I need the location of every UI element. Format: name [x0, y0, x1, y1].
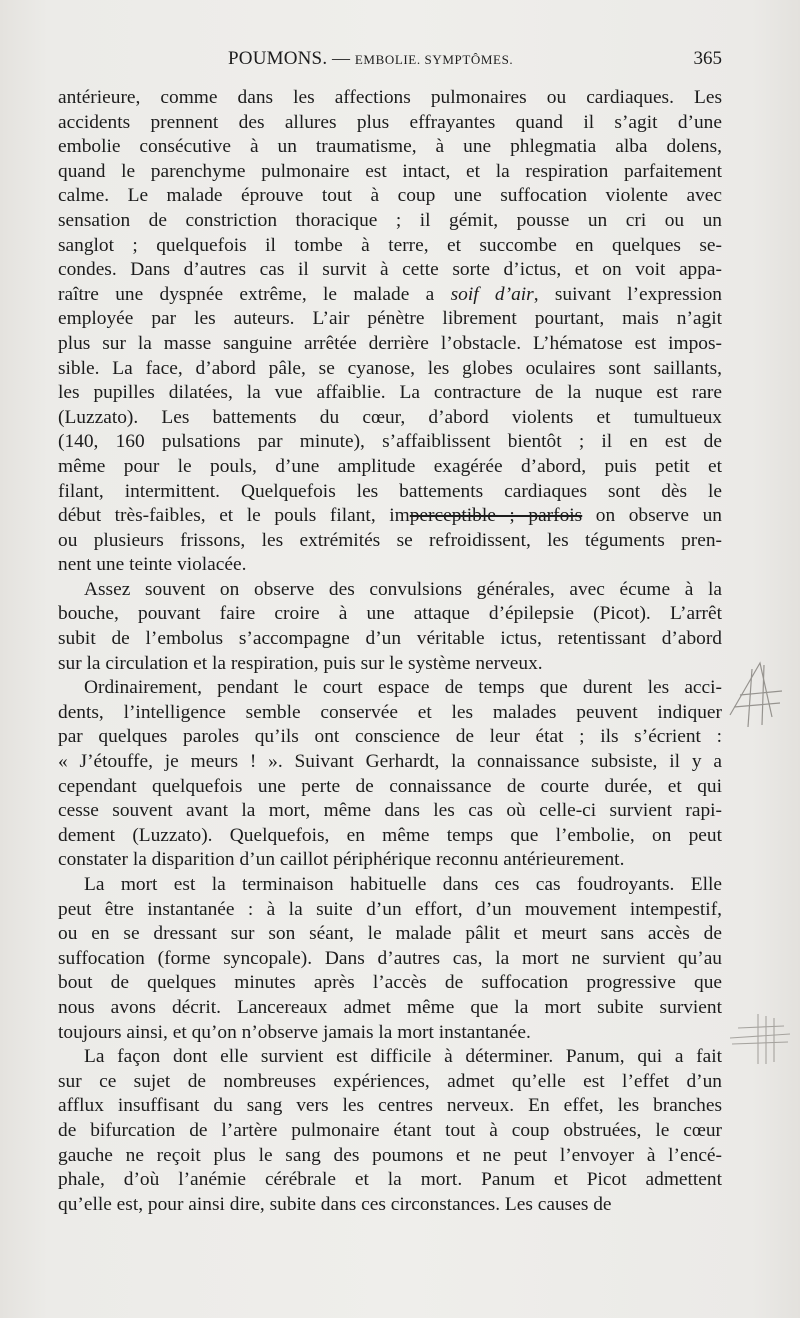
text-line: de bifurcation de l’artère pulmonaire étant tout à coup obstruées, le cœur [58, 1119, 722, 1141]
margin-pencil-mark-bottom [728, 1010, 792, 1070]
text-line: cependant quelquefois une perte de connaissance de courte durée, et qui [58, 775, 722, 797]
text-line: cesse souvent avant la mort, même dans les cas où celle-ci survient rapi- [58, 800, 722, 822]
text-line: nent une teinte violacée. [58, 554, 247, 576]
text-line: employée par les auteurs. L’air pénètre librement pourtant, mais n’agit [58, 308, 722, 330]
text-line: raître une dyspnée extrême, le malade a soif d’air, suivant l’expression [58, 283, 722, 305]
text-line: plus sur la masse sanguine arrêtée derrière l’obstacle. L’hématose est impos- [58, 332, 722, 354]
text-line: Ordinairement, pendant le court espace de temps que durent les acci- [84, 677, 722, 699]
text-line: début très-faibles, et le pouls filant, imperceptible ; parfois on observe un [58, 505, 722, 527]
text-line: La façon dont elle survient est difficile à déterminer. Panum, qui a fait [84, 1046, 722, 1068]
paragraph [58, 578, 722, 676]
text-line: afflux insuffisant du sang vers les centres nerveux. En effet, les branches [58, 1095, 722, 1117]
text-line: (140, 160 pulsations par minute), s’affaiblissent bientôt ; il en est de [58, 431, 722, 453]
body-text [58, 86, 722, 1217]
text-line: dents, l’intelligence semble conservée et les malades peuvent indiquer [58, 701, 722, 723]
running-title [228, 48, 513, 70]
text-line: phale, d’où l’anémie cérébrale et la mort. Panum et Picot admettent [58, 1169, 722, 1191]
text-line: « J’étouffe, je meurs ! ». Suivant Gerhardt, la connaissance subsiste, il y a [58, 751, 722, 773]
text-line: bouche, pouvant faire croire à une attaque d’épilepsie (Picot). L’arrêt [58, 603, 722, 625]
text-line: nous avons décrit. Lancereaux admet même que la mort subite survient [58, 996, 722, 1018]
text-line: Assez souvent on observe des convulsions générales, avec écume à la [84, 578, 722, 600]
text-line: qu’elle est, pour ainsi dire, subite dans ces circonstances. Les causes de [58, 1193, 612, 1215]
paragraph [58, 86, 722, 578]
text-line: sur ce sujet de nombreuses expériences, admet qu’elle est l’effet d’un [58, 1070, 722, 1092]
text-line: subit de l’embolus s’accompagne d’un véritable ictus, retentissant d’abord [58, 628, 722, 650]
subsection-title: EMBOLIE. SYMPTÔMES. [354, 52, 514, 67]
text-line: quand le parenchyme pulmonaire est intact, et la respiration parfaitement [58, 160, 722, 182]
text-line: embolie consécutive à un traumatisme, à une phlegmatia alba dolens, [58, 136, 722, 158]
text-line: gauche ne reçoit plus le sang des poumons et ne peut l’envoyer à l’encé- [58, 1144, 722, 1166]
text-line: (Luzzato). Les battements du cœur, d’abord violents et tumultueux [58, 406, 722, 428]
text-line: ou plusieurs frissons, les extrémités se refroidissent, les téguments pren- [58, 529, 722, 551]
text-line: sur la circulation et la respiration, puis sur le système nerveux. [58, 652, 543, 674]
text-line: calme. Le malade éprouve tout à coup une suffocation violente avec [58, 185, 722, 207]
section-title: POUMONS. [228, 48, 328, 69]
header-dash: — [331, 48, 351, 68]
text-line: sanglot ; quelquefois il tombe à terre, et succombe en quelques se- [58, 234, 722, 256]
text-line: peut être instantanée : à la suite d’un effort, d’un mouvement intempestif, [58, 898, 722, 920]
text-line: condes. Dans d’autres cas il survit à cette sorte d’ictus, et on voit appa- [58, 259, 722, 281]
text-line: bout de quelques minutes après l’accès de suffocation progressive que [58, 972, 722, 994]
text-line: suffocation (forme syncopale). Dans d’autres cas, la mort ne survient qu’au [58, 947, 722, 969]
text-line: sible. La face, d’abord pâle, se cyanose, les globes oculaires sont saillants, [58, 357, 722, 379]
text-line: par quelques paroles qu’ils ont conscience de leur état ; ils s’écrient : [58, 726, 722, 748]
text-line: antérieure, comme dans les affections pulmonaires ou cardiaques. Les [58, 87, 722, 108]
margin-pencil-mark-top [722, 655, 792, 735]
text-line: même pour le pouls, d’une amplitude exagérée d’abord, puis petit et [58, 455, 722, 477]
text-line: les pupilles dilatées, la vue affaiblie. La contracture de la nuque est rare [58, 382, 722, 404]
paragraph [58, 676, 722, 873]
text-line: dement (Luzzato). Quelquefois, en même temps que l’embolie, on peut [58, 824, 722, 846]
text-line: constater la disparition d’un caillot périphérique reconnu antérieurement. [58, 849, 625, 871]
text-line: toujours ainsi, et qu’on n’observe jamais la mort instantanée. [58, 1021, 531, 1043]
text-line: filant, intermittent. Quelquefois les battements cardiaques sont dès le [58, 480, 722, 502]
paragraph [58, 873, 722, 1045]
paragraph [58, 1045, 722, 1217]
text-line: ou en se dressant sur son séant, le malade pâlit et meurt sans accès de [58, 923, 722, 945]
text-line: La mort est la terminaison habituelle dans ces cas foudroyants. Elle [84, 874, 722, 895]
text-line: sensation de constriction thoracique ; il gémit, pousse un cri ou un [58, 209, 722, 231]
running-header [58, 48, 722, 76]
text-line: accidents prennent des allures plus effrayantes quand il s’agit d’une [58, 111, 722, 133]
page-number: 365 [693, 48, 722, 69]
